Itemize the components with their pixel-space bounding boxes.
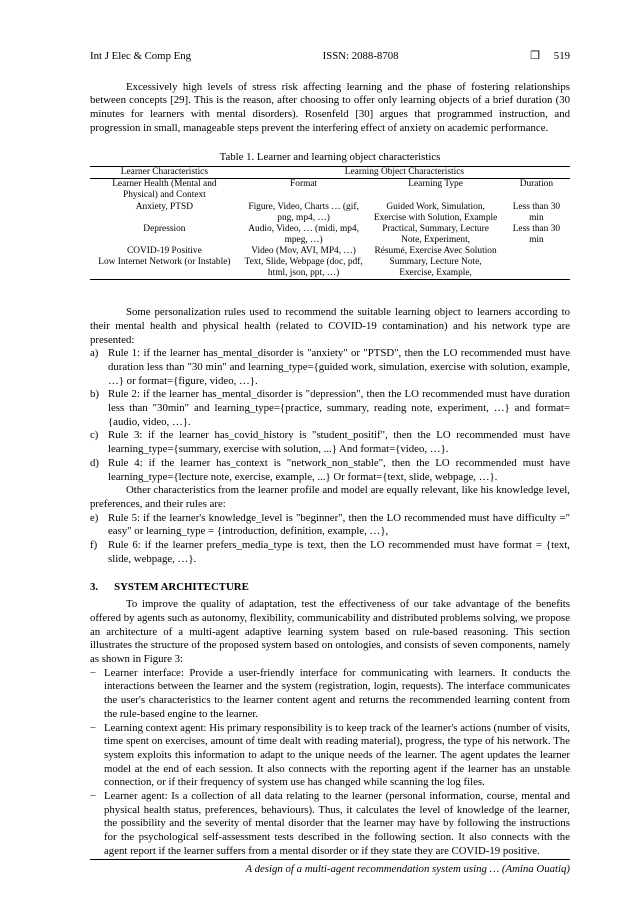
table-cell: Less than 30 min bbox=[512, 223, 561, 245]
rule-label: f) bbox=[90, 539, 98, 552]
table-cell: COVID-19 Positive bbox=[127, 245, 202, 256]
table-row bbox=[90, 246, 570, 257]
rule-item-d bbox=[90, 457, 570, 484]
rule-label: b) bbox=[90, 388, 99, 401]
rule-text: Rule 1: if the learner has_mental_disorder is "anxiety" or "PTSD", then the LO recommended must have duration less than "30 min" and learning_type={guided work, simulation, exercise with solution, example, …} or format={figure, video, …}. bbox=[108, 347, 570, 387]
rules-intro-paragraph: Some personalization rules used to recommend the suitable learning object to learners according to their mental health and physical health (related to COVID-19 contamination) and his network type are presented: bbox=[90, 306, 570, 346]
table-cell: Audio, Video, … (midi, mp4, mpeg, …) bbox=[248, 223, 359, 245]
dash-bullet-icon: − bbox=[90, 721, 97, 734]
rule-item-e bbox=[90, 512, 570, 539]
issn-label: ISSN: 2088-8708 bbox=[322, 50, 399, 62]
page-footer bbox=[90, 859, 570, 877]
table-subheader-row bbox=[90, 179, 570, 202]
rule-item-c bbox=[90, 429, 570, 456]
table-cell: Figure, Video, Charts … (gif, png, mp4, …) bbox=[248, 201, 359, 223]
bullet-text: Learner interface: Provide a user-friendly interface for communicating with learners. It conducts the interactions between the learner and the system (registration, login, requests). The interface communicates the user's characteristics to the learner content agent and returns the recommended learning content from the rule-based engine to the learner. bbox=[104, 666, 570, 720]
group-header-learning-object: Learning Object Characteristics bbox=[239, 167, 570, 179]
running-title: A design of a multi-agent recommendation system using … (Amina Ouatiq) bbox=[245, 862, 570, 875]
journal-name: Int J Elec & Comp Eng bbox=[90, 50, 192, 62]
page-number: 519 bbox=[553, 50, 570, 62]
table-cell: Less than 30 min bbox=[512, 201, 561, 223]
subheader-duration: Duration bbox=[519, 179, 554, 190]
table-cell: Summary, Lecture Note, Exercise, Example, bbox=[389, 256, 482, 279]
rule-label: e) bbox=[90, 511, 99, 524]
table-cell: Résumé, Exercise Avec Solution bbox=[374, 245, 497, 256]
dash-bullet-icon: − bbox=[90, 666, 97, 679]
bullet-learner-interface bbox=[90, 667, 570, 722]
subheader-format: Format bbox=[290, 179, 318, 190]
table-cell: Low Internet Network (or Instable) bbox=[98, 256, 231, 267]
section-number: 3. bbox=[90, 580, 99, 593]
bullet-text: Learner agent: Is a collection of all data relating to the learner (personal information, course, mental and physical health status, preferences, behaviours). Thus, it calculates the level of knowledge of the learner, the possibility and the severity of mental disorder that the learner may have by following the instructions for the psychological self-assessment tests described in the following section. It also connects with the agent report if the learner suffers from a mental disorder or if they state they are COVID-19 positive. bbox=[104, 790, 570, 857]
rule-text: Rule 4: if the learner has_context is "network_non_stable", then the LO recommended must have learning_type={lecture note, exercise, example, ...} Or format={text, slide, webpage, …}. bbox=[108, 456, 570, 483]
section-heading bbox=[90, 581, 570, 595]
subheader-learning-type: Learning Type bbox=[408, 179, 463, 190]
page-header bbox=[90, 50, 570, 64]
group-header-learner: Learner Characteristics bbox=[90, 167, 239, 179]
rule-label: c) bbox=[90, 429, 99, 442]
box-icon: ❒ bbox=[530, 50, 540, 62]
rule-text: Rule 2: if the learner has_mental_disorder is "depression", then the LO recommended must have duration less than "30min" and learning_type={practice, summary, reading note, experiment, …} and format={audio, video, …}. bbox=[108, 388, 570, 428]
rule-text: Rule 3: if the learner has_covid_history is "student_positif", then the LO recommended must have learning_type={summary, exercise with solution, ...} And format={video, …}. bbox=[108, 429, 570, 456]
rule-label: a) bbox=[90, 347, 99, 360]
bullet-learning-context-agent bbox=[90, 722, 570, 791]
rules-mid-paragraph: Other characteristics from the learner profile and model are equally relevant, like his knowledge level, preferences, and their rules are: bbox=[90, 484, 570, 510]
rule-item-a bbox=[90, 347, 570, 388]
rule-text: Rule 6: if the learner prefers_media_type is text, then the LO recommended must have format = {text, slide, webpage, …}. bbox=[108, 539, 570, 565]
bullet-learner-agent bbox=[90, 790, 570, 859]
rule-item-f bbox=[90, 539, 570, 566]
section-paragraph: To improve the quality of adaptation, test the effectiveness of our take advantage of the benefits offered by agents such as autonomy, flexibility, communicability and distributed problems solving, we propose an architecture of a multi-agent adaptive learning system based on rule-based reasoning. This section illustrates the structure of the proposed system based on ontologies, and consists of seven components, namely as shown in Figure 3: bbox=[90, 598, 570, 666]
intro-paragraph: Excessively high levels of stress risk affecting learning and the phase of fostering relationships between concepts [29]. This is the reason, after choosing to offer only learning objects of a brief duration (30 minutes for learners with mental disorders). Rosenfeld [30] argues that programmed instruction, and progression in small, manageable steps prevent the interfering effect of anxiety on academic performance. bbox=[90, 80, 570, 134]
table-cell: Guided Work, Simulation, Exercise with Solution, Example bbox=[373, 201, 498, 223]
table-row bbox=[90, 202, 570, 224]
table-row bbox=[90, 257, 570, 280]
rule-text: Rule 5: if the learner's knowledge_level is "beginner", then the LO recommended must have difficulty =" easy" or learning_type = {introduction, definition, example, …}, bbox=[108, 511, 570, 538]
table-row bbox=[90, 224, 570, 246]
table-cell bbox=[503, 246, 570, 257]
table-caption: Table 1. Learner and learning object characteristics bbox=[219, 150, 441, 163]
characteristics-table bbox=[90, 166, 570, 280]
section-title: SYSTEM ARCHITECTURE bbox=[114, 580, 249, 593]
table-group-header-row bbox=[90, 167, 570, 179]
page-number-group bbox=[530, 50, 570, 64]
table-cell: Video (Mov, AVI, MP4, …) bbox=[251, 245, 356, 256]
table-cell bbox=[503, 257, 570, 280]
bullet-text: Learning context agent: His primary responsibility is to keep track of the learner's actions (number of visits, time spent on exercises, amount of time dealt with reading material), progress, the type of his network. The system exploits this information to adapt to the unique needs of the learner. The agent updates the learner model at the end of each session. It also connects with the reporting agent if the learner has an unstable connection, or if their frequency of system use has changed while scanning the log files. bbox=[104, 721, 570, 789]
table-cell: Anxiety, PTSD bbox=[135, 201, 193, 212]
rule-item-b bbox=[90, 388, 570, 429]
rule-label: d) bbox=[90, 456, 99, 469]
dash-bullet-icon: − bbox=[90, 790, 97, 803]
subheader-learner-health: Learner Health (Mental and Physical) and Context bbox=[112, 179, 217, 201]
table-cell: Depression bbox=[143, 223, 186, 234]
table-cell: Text, Slide, Webpage (doc, pdf, html, json, ppt, …) bbox=[244, 256, 363, 279]
table-cell: Practical, Summary, Lecture Note, Experiment, bbox=[382, 223, 489, 245]
